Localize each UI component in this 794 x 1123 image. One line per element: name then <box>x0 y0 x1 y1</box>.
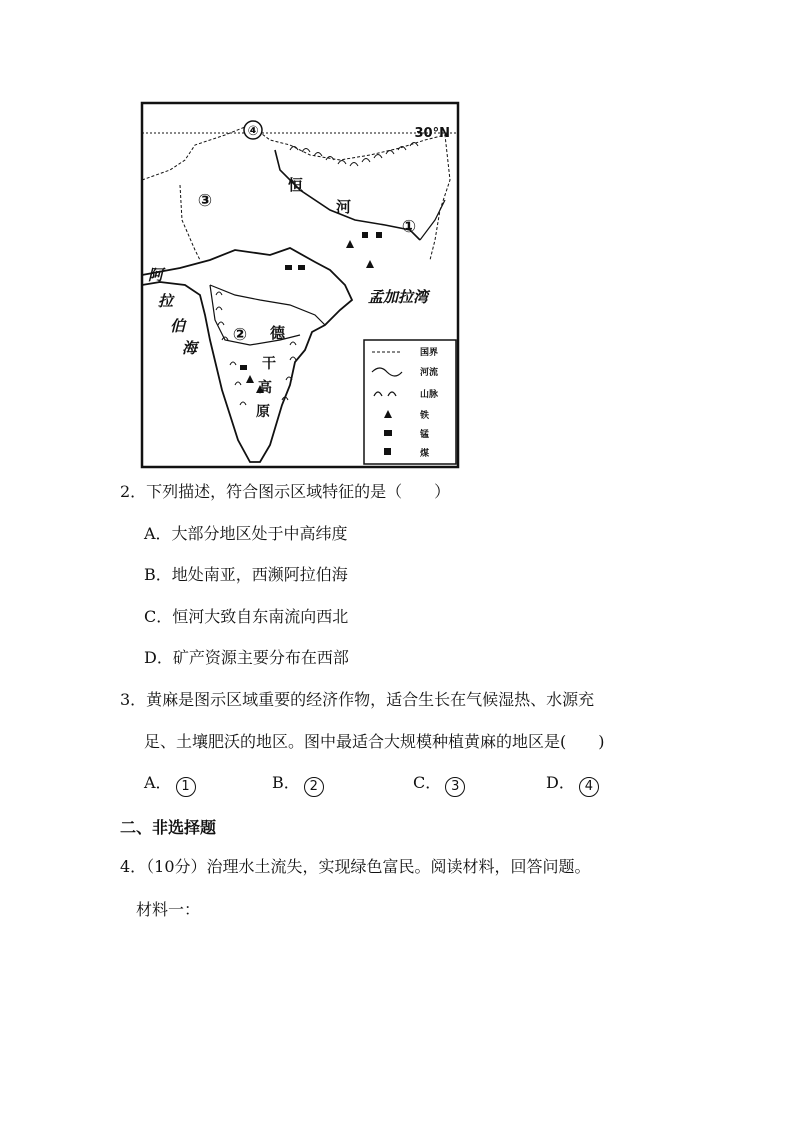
q3-option-a <box>144 773 196 797</box>
plateau-char-3: 高 <box>258 380 272 396</box>
river-label-2: 河 <box>336 198 352 216</box>
q4-stem: 4．（10分）治理水土流失，实现绿色富民。阅读材料，回答问题。 <box>120 857 591 876</box>
q3-option-b <box>272 773 324 797</box>
map-legend <box>364 340 456 464</box>
legend-iron: 铁 <box>420 411 430 421</box>
q3-option-a-letter: A． <box>144 773 172 792</box>
q3-option-c-letter: C． <box>413 773 442 792</box>
q3-option-d <box>546 773 599 797</box>
legend-border: 国界 <box>420 348 439 358</box>
legend-river: 河流 <box>420 368 439 378</box>
sea-char-2: 拉 <box>158 292 174 310</box>
q3-option-b-mark: 2 <box>304 777 324 797</box>
lat-label: 30°N <box>414 126 450 141</box>
region-2-label: ② <box>232 325 248 345</box>
q2-stem: 2．下列描述，符合图示区域特征的是（ ） <box>120 482 451 501</box>
legend-manganese: 锰 <box>420 430 430 440</box>
sea-char-3: 伯 <box>170 317 186 335</box>
region-3-label: ③ <box>197 191 213 211</box>
q3-stem-line2: 足、土壤肥沃的地区。图中最适合大规模种植黄麻的地区是( ) <box>144 732 605 751</box>
q4-material: 材料一： <box>136 900 201 919</box>
region-4-label: ④ <box>247 124 259 139</box>
q3-option-c-mark: 3 <box>445 777 465 797</box>
sea-char-1: 阿 <box>148 266 164 284</box>
q3-option-d-letter: D． <box>546 773 575 792</box>
q3-option-b-letter: B． <box>272 773 300 792</box>
legend-mountain: 山脉 <box>420 390 439 400</box>
section-heading: 二、非选择题 <box>120 818 217 837</box>
q2-option-c: C．恒河大致自东南流向西北 <box>144 607 349 626</box>
q3-option-a-mark: 1 <box>176 777 196 797</box>
q3-option-d-mark: 4 <box>579 777 599 797</box>
plateau-char-1: 德 <box>270 324 286 342</box>
river-label-1: 恒 <box>288 176 304 194</box>
q2-option-b: B．地处南亚，西濒阿拉伯海 <box>144 565 348 584</box>
plateau-char-4: 原 <box>256 404 270 420</box>
map-svg <box>140 100 460 470</box>
q2-option-d: D．矿产资源主要分布在西部 <box>144 648 349 667</box>
q2-option-a: A．大部分地区处于中高纬度 <box>144 524 348 543</box>
bay-label: 孟加拉湾 <box>368 288 429 306</box>
india-map <box>140 100 460 470</box>
q3-stem-line1: 3．黄麻是图示区域重要的经济作物，适合生长在气候湿热、水源充 <box>120 690 595 709</box>
sea-char-4: 海 <box>182 339 198 357</box>
plateau-char-2: 干 <box>262 356 276 372</box>
legend-coal: 煤 <box>420 449 430 459</box>
region-1-label: ① <box>401 217 417 237</box>
q3-option-c <box>413 773 465 797</box>
